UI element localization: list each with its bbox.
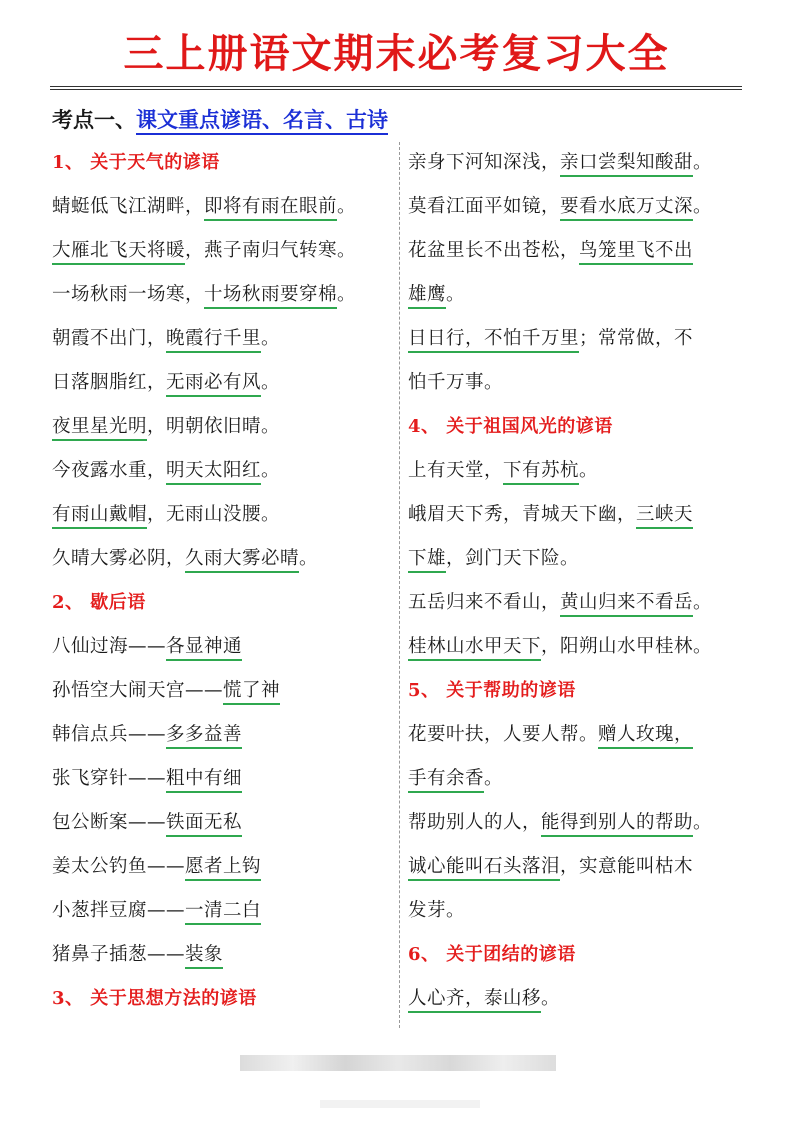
text-segment: 。 [484, 768, 504, 789]
underlined-phrase: 铁面无私 [166, 812, 242, 837]
text-segment: ，明朝依旧晴。 [147, 416, 281, 437]
proverb-line [408, 806, 753, 850]
category-heading [408, 938, 753, 982]
text-segment: 蜻蜓低飞江湖畔， [52, 196, 205, 217]
text-segment: 2、 歇后语 [52, 592, 146, 613]
text-segment: 久晴大雾必阴， [52, 548, 186, 569]
text-segment: 。 [337, 196, 357, 217]
text-segment: ，剑门天下险。 [446, 548, 580, 569]
text-segment: 韩信点兵—— [52, 724, 167, 745]
text-segment: 。 [261, 328, 281, 349]
left-column [52, 146, 396, 1026]
text-segment: 。 [261, 372, 281, 393]
text-segment: ，燕子南归气转寒。 [185, 240, 357, 261]
proverb-line [52, 674, 396, 718]
text-segment: 。 [693, 196, 713, 217]
underlined-phrase: 各显神通 [166, 636, 242, 661]
proverb-line [408, 278, 753, 322]
proverb-line [52, 366, 396, 410]
category-heading [52, 586, 396, 630]
underlined-phrase: 愿者上钩 [185, 856, 261, 881]
text-segment: 小葱拌豆腐—— [52, 900, 186, 921]
underlined-phrase: 明天太阳红 [166, 460, 261, 485]
section-topic: 课文重点谚语、名言、古诗 [136, 107, 388, 135]
blurred-footer [320, 1100, 480, 1108]
proverb-line [52, 762, 396, 806]
text-segment: 一场秋雨一场寒， [52, 284, 205, 305]
proverb-line [52, 850, 396, 894]
category-heading [408, 410, 753, 454]
underlined-phrase: 黄山归来不看岳 [560, 592, 693, 617]
underlined-phrase: 鸟笼里飞不出 [579, 240, 693, 265]
underlined-phrase: 亲口尝梨知酸甜 [560, 152, 693, 177]
page-title: 三上册语文期末必考复习大全 [123, 31, 670, 77]
underlined-phrase: 能得到别人的帮助 [541, 812, 693, 837]
text-segment: 猪鼻子插葱—— [52, 944, 186, 965]
underlined-phrase: 雄鹰 [408, 284, 446, 309]
underlined-phrase: 多多益善 [166, 724, 242, 749]
text-segment: 。 [446, 284, 466, 305]
text-segment: 5、 关于帮助的谚语 [408, 680, 576, 701]
proverb-line [52, 454, 396, 498]
text-segment: 。 [541, 988, 561, 1009]
text-segment: 包公断案—— [52, 812, 167, 833]
text-segment: ，阳朔山水甲桂林。 [541, 636, 713, 657]
text-segment: 上有天堂， [408, 460, 504, 481]
proverb-line [408, 322, 753, 366]
underlined-phrase: 即将有雨在眼前 [204, 196, 337, 221]
proverb-line [408, 498, 753, 542]
category-heading [52, 982, 396, 1026]
proverb-line [52, 938, 396, 982]
proverb-line [408, 190, 753, 234]
text-segment: 4、 关于祖国风光的谚语 [408, 416, 613, 437]
proverb-line [408, 850, 753, 894]
underlined-phrase: 有雨山戴帽 [52, 504, 147, 529]
text-segment: 五岳归来不看山， [408, 592, 561, 613]
proverb-line [408, 234, 753, 278]
underlined-phrase: 夜里星光明 [52, 416, 147, 441]
text-segment: 姜太公钓鱼—— [52, 856, 186, 877]
proverb-line [52, 410, 396, 454]
text-segment: 发芽。 [408, 900, 466, 921]
text-segment: 。 [337, 284, 357, 305]
text-segment: 6、 关于团结的谚语 [408, 944, 576, 965]
underlined-phrase: 装象 [185, 944, 223, 969]
blurred-watermark [240, 1055, 556, 1071]
proverb-line [408, 454, 753, 498]
text-segment: 3、 关于思想方法的谚语 [52, 988, 257, 1009]
underlined-phrase: 三峡天 [636, 504, 693, 529]
text-segment: 亲身下河知深浅， [408, 152, 561, 173]
proverb-line [52, 542, 396, 586]
section-number: 考点一、 [52, 107, 136, 132]
underlined-phrase: 十场秋雨要穿棉 [204, 284, 337, 309]
text-segment: 孙悟空大闹天宫—— [52, 680, 224, 701]
proverb-line [408, 982, 753, 1026]
category-heading [52, 146, 396, 190]
proverb-line [408, 586, 753, 630]
text-segment: ，实意能叫枯木 [560, 856, 694, 877]
text-segment: 张飞穿针—— [52, 768, 167, 789]
underlined-phrase: 诚心能叫石头落泪 [408, 856, 560, 881]
underlined-phrase: 无雨必有风 [166, 372, 261, 397]
underlined-phrase: 要看水底万丈深 [560, 196, 693, 221]
text-segment: 日落胭脂红， [52, 372, 167, 393]
proverb-line [408, 542, 753, 586]
text-segment: ；常常做，不 [579, 328, 694, 349]
proverb-line [52, 278, 396, 322]
proverb-line [52, 190, 396, 234]
proverb-line [52, 498, 396, 542]
title-rule-bottom [50, 89, 742, 90]
text-segment: 今夜露水重， [52, 460, 167, 481]
text-segment: 。 [579, 460, 599, 481]
section-heading [52, 104, 388, 134]
text-segment: 。 [693, 152, 713, 173]
proverb-line [408, 630, 753, 674]
underlined-phrase: 一清二白 [185, 900, 261, 925]
text-segment: 峨眉天下秀，青城天下幽， [408, 504, 637, 525]
text-segment: 帮助别人的人， [408, 812, 542, 833]
underlined-phrase: 赠人玫瑰， [598, 724, 693, 749]
title-rule-top [50, 86, 742, 87]
underlined-phrase: 下有苏杭 [503, 460, 579, 485]
proverb-line [52, 806, 396, 850]
right-column [408, 146, 753, 1026]
text-segment: 朝霞不出门， [52, 328, 167, 349]
underlined-phrase: 下雄 [408, 548, 446, 573]
column-divider [399, 142, 400, 1028]
underlined-phrase: 粗中有细 [166, 768, 242, 793]
proverb-line [408, 718, 753, 762]
underlined-phrase: 久雨大雾必晴 [185, 548, 299, 573]
text-segment: 。 [261, 460, 281, 481]
text-segment: 。 [299, 548, 319, 569]
proverb-line [52, 894, 396, 938]
text-segment: 。 [693, 592, 713, 613]
category-heading [408, 674, 753, 718]
text-segment: 怕千万事。 [408, 372, 504, 393]
text-segment: 花要叶扶，人要人帮。 [408, 724, 599, 745]
underlined-phrase: 日日行，不怕千万里 [408, 328, 579, 353]
proverb-line [408, 894, 753, 938]
proverb-line [408, 762, 753, 806]
underlined-phrase: 大雁北飞天将暖 [52, 240, 185, 265]
proverb-line [52, 234, 396, 278]
underlined-phrase: 人心齐，泰山移 [408, 988, 541, 1013]
underlined-phrase: 手有余香 [408, 768, 484, 793]
text-segment: 八仙过海—— [52, 636, 167, 657]
proverb-line [52, 718, 396, 762]
proverb-line [52, 322, 396, 366]
text-segment: 花盆里长不出苍松， [408, 240, 580, 261]
proverb-line [52, 630, 396, 674]
proverb-line [408, 366, 753, 410]
text-segment: 。 [693, 812, 713, 833]
text-segment: ，无雨山没腰。 [147, 504, 281, 525]
text-segment: 莫看江面平如镜， [408, 196, 561, 217]
underlined-phrase: 慌了神 [223, 680, 280, 705]
text-segment: 1、 关于天气的谚语 [52, 152, 220, 173]
proverb-line [408, 146, 753, 190]
underlined-phrase: 晚霞行千里 [166, 328, 261, 353]
underlined-phrase: 桂林山水甲天下 [408, 636, 541, 661]
